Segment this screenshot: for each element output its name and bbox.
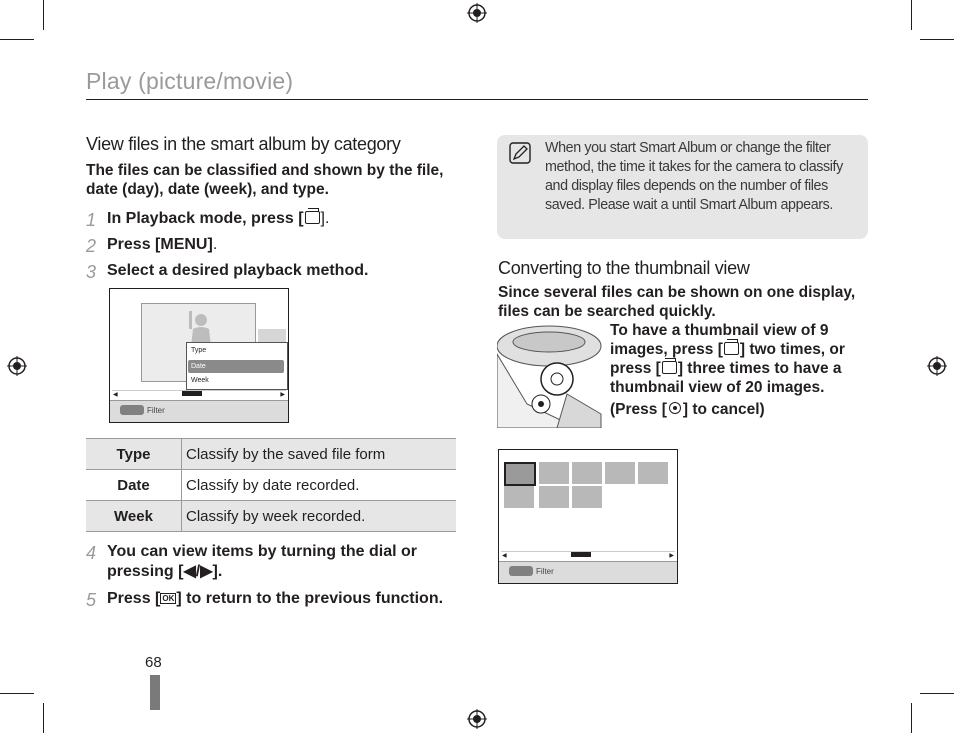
step-text: Press [: [107, 590, 161, 607]
note-text: When you start Smart Album or change the filter method, the time it takes for the camera to classify and display files depends on the number of files saved. Please wait a until Smart Album appears.: [545, 140, 843, 213]
scroll-bar[interactable]: [112, 390, 286, 399]
scroll-bar[interactable]: [501, 551, 675, 560]
step-number: 4: [86, 543, 97, 563]
menu-item-date-selected[interactable]: [188, 360, 284, 373]
playback-icon: [662, 361, 677, 374]
menu-key-label: [MENU]: [155, 236, 213, 253]
registration-mark-icon: [7, 356, 27, 376]
filter-label: Filter: [147, 406, 165, 415]
step-text-end: .: [212, 236, 218, 253]
table-row: [86, 439, 456, 470]
menu-item-type[interactable]: Type: [191, 347, 207, 354]
scroll-thumb[interactable]: [571, 552, 591, 557]
page-title: Play (picture/movie): [86, 68, 294, 94]
step-text-end: ].: [320, 210, 330, 227]
ok-key-icon: OK: [162, 594, 175, 603]
thumbnail[interactable]: [539, 486, 569, 508]
instruction-text: ] two times, or: [739, 341, 845, 358]
crop-mark: [43, 703, 44, 733]
table-row: [86, 470, 456, 501]
thumbnail-heading: Converting to the thumbnail view: [498, 258, 750, 278]
instruction-line-4: thumbnail view of 20 images.: [610, 379, 825, 396]
table-value: Classify by the saved file form: [182, 439, 457, 470]
thumbnail[interactable]: [539, 462, 569, 484]
filter-button-icon[interactable]: [120, 405, 144, 415]
arrow-right-icon[interactable]: ▶: [280, 392, 285, 398]
step-number: 2: [86, 236, 97, 256]
crop-mark: [43, 0, 44, 30]
instruction-text: ] three times to have a: [677, 360, 842, 377]
instruction-line-3: [610, 359, 842, 378]
thumbnail-selected[interactable]: [504, 462, 536, 486]
section-lead: The files can be classified and shown by the file, date (day), date (week), and type.: [86, 162, 444, 198]
arrow-left-icon[interactable]: ◀: [113, 392, 118, 398]
camera-screen-thumbnails: [498, 449, 678, 584]
person-silhouette-icon: [185, 307, 215, 347]
table-value: Classify by week recorded.: [182, 501, 457, 532]
step-text: You can view items by turning the dial or: [107, 543, 417, 560]
instruction-text: images, press [: [610, 341, 723, 358]
thumbnail[interactable]: [572, 486, 602, 508]
scroll-thumb[interactable]: [182, 391, 202, 396]
registration-mark-icon: [467, 709, 487, 729]
page-marker: [150, 675, 160, 710]
arrow-left-icon[interactable]: ◀: [502, 553, 507, 559]
instruction-line-2: [610, 340, 845, 359]
camera-screen-smart-album: [109, 288, 289, 423]
zoom-in-icon: [669, 402, 681, 414]
filter-label: Filter: [536, 567, 554, 576]
cancel-text: (Press [: [610, 401, 667, 418]
thumbnail[interactable]: [605, 462, 635, 484]
step-number: 3: [86, 262, 97, 282]
category-table: [86, 438, 456, 532]
section-heading: View files in the smart album by category: [86, 134, 401, 154]
instruction-line-1: To have a thumbnail view of 9: [610, 322, 829, 339]
arrow-right-icon[interactable]: ▶: [669, 553, 674, 559]
table-key: Date: [86, 470, 182, 501]
crop-mark: [0, 39, 34, 40]
registration-mark-icon: [927, 356, 947, 376]
crop-mark: [920, 693, 954, 694]
note-box: [497, 135, 868, 239]
table-key: Type: [86, 439, 182, 470]
playback-icon: [724, 342, 739, 355]
crop-mark: [911, 703, 912, 733]
step-text-end: ] to return to the previous function.: [176, 590, 444, 607]
step-number: 1: [86, 210, 97, 230]
table-row: [86, 501, 456, 532]
table-key: Week: [86, 501, 182, 532]
step-number: 5: [86, 590, 97, 610]
cancel-instruction: [610, 400, 765, 419]
page-number: 68: [145, 654, 162, 671]
playback-icon: [305, 211, 320, 224]
step-text: In Playback mode, press [: [107, 210, 304, 227]
thumbnail[interactable]: [504, 486, 534, 508]
instruction-text: press [: [610, 360, 661, 377]
thumbnail-lead: Since several files can be shown on one display, files can be searched quickly.: [498, 284, 856, 320]
step-text-line2: pressing [◀/▶].: [107, 563, 223, 580]
crop-mark: [911, 0, 912, 30]
crop-mark: [920, 39, 954, 40]
note-pencil-icon: [509, 142, 531, 164]
table-value: Classify by date recorded.: [182, 470, 457, 501]
menu-item-week[interactable]: Week: [191, 377, 209, 384]
title-divider: [86, 99, 868, 100]
cancel-text: ] to cancel): [682, 401, 765, 418]
filter-menu: [186, 342, 288, 390]
crop-mark: [0, 693, 34, 694]
step-text: Select a desired playback method.: [107, 262, 369, 279]
camera-zoom-lever-image: [497, 324, 603, 428]
thumbnail[interactable]: [572, 462, 602, 484]
thumbnail[interactable]: [638, 462, 668, 484]
step-text: Press: [107, 236, 156, 253]
menu-item-date: Date: [191, 363, 206, 370]
registration-mark-icon: [467, 3, 487, 23]
filter-button-icon[interactable]: [509, 566, 533, 576]
